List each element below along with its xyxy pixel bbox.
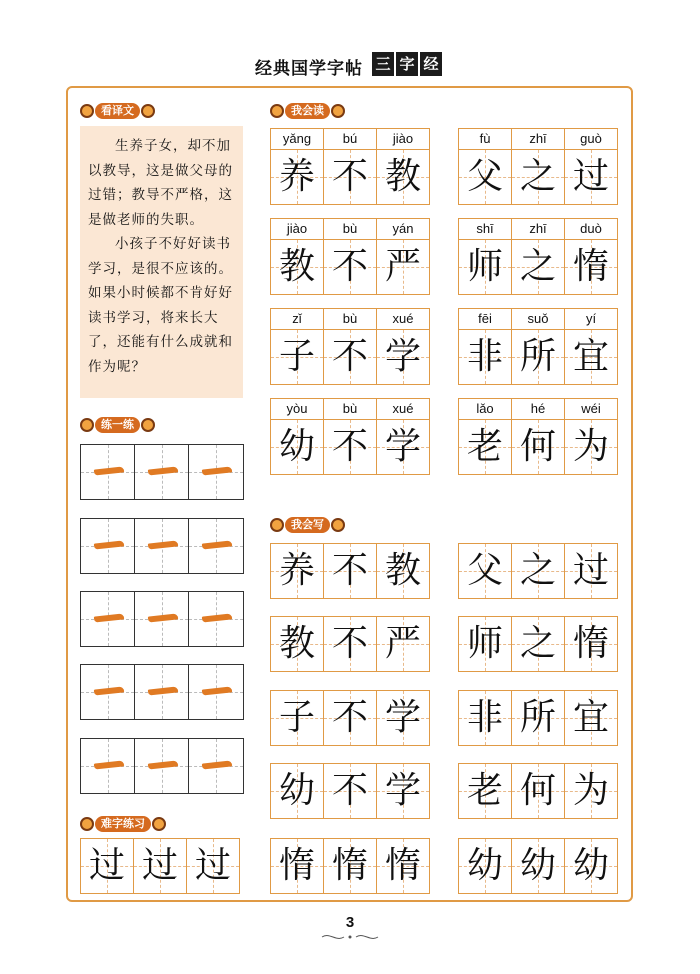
write-char-group [270, 690, 430, 746]
write-char-group [458, 616, 618, 672]
hanzi-cell [271, 544, 323, 598]
char-box [323, 218, 377, 295]
hanzi: 之 [519, 156, 556, 197]
hanzi-cell [271, 617, 323, 671]
hanzi-cell [459, 330, 511, 384]
read-char-group [270, 218, 430, 295]
hanzi: 学 [384, 336, 421, 377]
char-box[interactable] [564, 616, 618, 672]
hanzi: 过 [194, 845, 231, 886]
hanzi-cell [565, 240, 617, 294]
hanzi-cell [459, 764, 511, 818]
hanzi: 学 [384, 697, 421, 738]
char-box [564, 308, 618, 385]
write-char-group [458, 543, 618, 599]
hanzi: 之 [519, 550, 556, 591]
char-box [458, 308, 512, 385]
char-box[interactable] [564, 690, 618, 746]
hanzi-cell [459, 544, 511, 598]
pinyin: jiào [271, 219, 323, 240]
hanzi: 幼 [278, 426, 315, 467]
hanzi: 不 [331, 156, 368, 197]
practice-cell[interactable] [135, 665, 189, 719]
practice-cell[interactable] [81, 592, 135, 646]
ornament-icon [80, 418, 94, 432]
book-title: 经典国学字帖 [255, 59, 363, 79]
series-char: 字 [396, 52, 418, 76]
stroke-practice-grid [80, 738, 244, 794]
practice-cell[interactable] [135, 592, 189, 646]
hanzi-cell [377, 691, 429, 745]
hanzi-cell [377, 150, 429, 204]
hanzi-cell [565, 764, 617, 818]
badge-practice-stroke [80, 416, 155, 434]
stroke-practice-grid [80, 444, 244, 500]
hanzi: 幼 [466, 845, 503, 886]
hanzi: 师 [466, 246, 503, 287]
badge-label: 难字练习 [95, 816, 151, 832]
horizontal-stroke-icon [94, 760, 124, 769]
char-box [323, 128, 377, 205]
pinyin: duò [565, 219, 617, 240]
hanzi: 惰 [384, 845, 421, 886]
ornament-icon [141, 104, 155, 118]
badge-practice-read [270, 102, 345, 120]
hanzi-cell [271, 691, 323, 745]
series-char: 三 [372, 52, 394, 76]
hanzi-cell [459, 839, 511, 893]
hanzi-cell [324, 544, 376, 598]
hanzi: 养 [278, 550, 315, 591]
read-char-group [458, 398, 618, 475]
char-box[interactable] [133, 838, 187, 894]
hanzi: 不 [331, 550, 368, 591]
ornament-icon [331, 104, 345, 118]
hanzi: 惰 [572, 623, 609, 664]
hanzi-cell [324, 150, 376, 204]
write-char-group [270, 543, 430, 599]
hanzi-cell [377, 240, 429, 294]
horizontal-stroke-icon [148, 760, 178, 769]
pinyin: bù [324, 399, 376, 420]
char-box[interactable] [458, 763, 512, 819]
stroke-practice-grid [80, 591, 244, 647]
hanzi-cell [271, 240, 323, 294]
hanzi: 非 [466, 697, 503, 738]
char-box[interactable] [458, 616, 512, 672]
pinyin: jiào [377, 129, 429, 150]
hanzi: 之 [519, 623, 556, 664]
page-ornament-icon [320, 932, 380, 942]
char-box [564, 128, 618, 205]
hanzi: 父 [466, 156, 503, 197]
char-box [270, 308, 324, 385]
pinyin: yí [565, 309, 617, 330]
char-box [270, 218, 324, 295]
pinyin: yòu [271, 399, 323, 420]
char-box [270, 398, 324, 475]
char-box [376, 128, 430, 205]
hanzi-cell [134, 839, 186, 893]
horizontal-stroke-icon [202, 613, 232, 622]
hanzi-cell [512, 691, 564, 745]
hanzi-cell [324, 420, 376, 474]
pinyin: wéi [565, 399, 617, 420]
practice-cell[interactable] [189, 445, 243, 499]
hanzi-cell [271, 839, 323, 893]
practice-cell[interactable] [189, 739, 243, 793]
hanzi-cell [512, 764, 564, 818]
hanzi: 不 [331, 246, 368, 287]
badge-label: 练一练 [95, 417, 140, 433]
pinyin: zhī [512, 129, 564, 150]
hanzi: 惰 [278, 845, 315, 886]
hanzi: 教 [384, 156, 421, 197]
badge-read-translation [80, 102, 155, 120]
hanzi: 教 [278, 246, 315, 287]
hanzi-cell [324, 839, 376, 893]
char-box [511, 218, 565, 295]
hanzi: 父 [466, 550, 503, 591]
char-box[interactable] [270, 763, 324, 819]
char-box[interactable] [458, 543, 512, 599]
hanzi: 之 [519, 246, 556, 287]
hanzi-cell [377, 420, 429, 474]
char-box[interactable] [270, 690, 324, 746]
char-box[interactable] [80, 838, 134, 894]
horizontal-stroke-icon [202, 686, 232, 695]
char-box[interactable] [376, 763, 430, 819]
stroke-practice-grid [80, 664, 244, 720]
char-box[interactable] [323, 616, 377, 672]
hanzi-cell [459, 150, 511, 204]
char-box[interactable] [564, 543, 618, 599]
hanzi: 严 [384, 246, 421, 287]
char-box [323, 398, 377, 475]
hanzi-cell [459, 420, 511, 474]
hanzi-cell [324, 240, 376, 294]
pinyin: xué [377, 309, 429, 330]
hanzi: 不 [331, 697, 368, 738]
char-box [511, 398, 565, 475]
pinyin: bú [324, 129, 376, 150]
hanzi: 何 [519, 426, 556, 467]
horizontal-stroke-icon [94, 613, 124, 622]
page-number: 3 [345, 914, 355, 931]
hanzi-cell [565, 150, 617, 204]
horizontal-stroke-icon [94, 466, 124, 475]
char-box[interactable] [511, 543, 565, 599]
practice-cell[interactable] [81, 665, 135, 719]
hanzi: 幼 [572, 845, 609, 886]
char-box [564, 398, 618, 475]
hanzi-cell [377, 330, 429, 384]
pinyin: shī [459, 219, 511, 240]
hanzi: 为 [572, 426, 609, 467]
practice-cell[interactable] [81, 739, 135, 793]
write-char-group [458, 763, 618, 819]
hanzi-cell [377, 764, 429, 818]
series-title [372, 52, 442, 76]
hanzi: 子 [278, 697, 315, 738]
hanzi-cell [565, 839, 617, 893]
pinyin: yǎng [271, 129, 323, 150]
stroke-practice-grid [80, 518, 244, 574]
hanzi-cell [377, 617, 429, 671]
hard-char-group [458, 838, 618, 894]
pinyin: xué [377, 399, 429, 420]
char-box [376, 218, 430, 295]
horizontal-stroke-icon [202, 760, 232, 769]
practice-cell[interactable] [189, 592, 243, 646]
hanzi: 宜 [572, 697, 609, 738]
hanzi-cell [512, 617, 564, 671]
hanzi-cell [377, 839, 429, 893]
hanzi-cell [512, 839, 564, 893]
char-box[interactable] [270, 543, 324, 599]
hanzi-cell [512, 330, 564, 384]
read-char-group [270, 398, 430, 475]
translation-paragraph: 小孩子不好好读书学习，是很不应该的。如果小时候都不肯好好读书学习，将来长大了，还能有什么成就和作为呢？ [88, 236, 233, 375]
pinyin: lǎo [459, 399, 511, 420]
char-box[interactable] [511, 616, 565, 672]
ornament-icon [331, 518, 345, 532]
char-box[interactable] [376, 838, 430, 894]
char-box [511, 308, 565, 385]
write-char-group [270, 616, 430, 672]
badge-practice-write [270, 516, 345, 534]
hanzi: 不 [331, 623, 368, 664]
pinyin: zhī [512, 219, 564, 240]
ornament-icon [141, 418, 155, 432]
translation-paragraph: 生养子女，却不加以教导，这是做父母的过错；教导不严格，这是做老师的失职。 [88, 138, 233, 228]
char-box[interactable] [376, 543, 430, 599]
pinyin: fēi [459, 309, 511, 330]
pinyin: fù [459, 129, 511, 150]
char-box [376, 308, 430, 385]
hanzi-cell [565, 544, 617, 598]
practice-cell[interactable] [189, 665, 243, 719]
practice-cell[interactable] [135, 739, 189, 793]
practice-cell[interactable] [81, 445, 135, 499]
pinyin: bù [324, 219, 376, 240]
hanzi-cell [324, 617, 376, 671]
hard-char-group [270, 838, 430, 894]
char-box[interactable] [511, 838, 565, 894]
read-char-group [458, 308, 618, 385]
char-box [458, 398, 512, 475]
hanzi-cell [271, 330, 323, 384]
practice-cell[interactable] [135, 519, 189, 573]
hanzi-cell [512, 420, 564, 474]
hanzi: 过 [88, 845, 125, 886]
char-box[interactable] [323, 690, 377, 746]
read-char-group [458, 128, 618, 205]
hanzi-cell [565, 420, 617, 474]
page-header [0, 52, 700, 78]
hanzi-cell [459, 691, 511, 745]
hanzi: 老 [466, 426, 503, 467]
badge-label: 我会读 [285, 103, 330, 119]
hanzi: 学 [384, 770, 421, 811]
read-char-group [458, 218, 618, 295]
hanzi: 非 [466, 336, 503, 377]
pinyin: suǒ [512, 309, 564, 330]
hanzi: 所 [519, 697, 556, 738]
horizontal-stroke-icon [148, 540, 178, 549]
char-box [323, 308, 377, 385]
char-box [564, 218, 618, 295]
char-box[interactable] [270, 838, 324, 894]
hanzi: 教 [384, 550, 421, 591]
ornament-icon [80, 104, 94, 118]
ornament-icon [152, 817, 166, 831]
hanzi: 不 [331, 336, 368, 377]
char-box[interactable] [323, 838, 377, 894]
hanzi: 过 [572, 156, 609, 197]
write-char-group [270, 763, 430, 819]
hanzi: 老 [466, 770, 503, 811]
hanzi: 所 [519, 336, 556, 377]
hanzi-cell [377, 544, 429, 598]
char-box [458, 218, 512, 295]
char-box[interactable] [323, 543, 377, 599]
horizontal-stroke-icon [94, 540, 124, 549]
hanzi: 教 [278, 623, 315, 664]
hanzi-cell [271, 150, 323, 204]
practice-cell[interactable] [189, 519, 243, 573]
hanzi-cell [187, 839, 239, 893]
practice-cell[interactable] [81, 519, 135, 573]
hanzi-cell [565, 691, 617, 745]
hard-char-group [80, 838, 240, 894]
hanzi: 宜 [572, 336, 609, 377]
hanzi-cell [459, 240, 511, 294]
char-box[interactable] [270, 616, 324, 672]
hanzi-cell [81, 839, 133, 893]
hanzi: 惰 [572, 246, 609, 287]
hanzi: 不 [331, 770, 368, 811]
pinyin: hé [512, 399, 564, 420]
badge-label: 我会写 [285, 517, 330, 533]
ornament-icon [80, 817, 94, 831]
char-box[interactable] [511, 763, 565, 819]
hanzi-cell [271, 764, 323, 818]
hanzi: 何 [519, 770, 556, 811]
hanzi: 养 [278, 156, 315, 197]
char-box[interactable] [376, 690, 430, 746]
char-box[interactable] [564, 838, 618, 894]
char-box[interactable] [511, 690, 565, 746]
ornament-icon [270, 518, 284, 532]
char-box [376, 398, 430, 475]
hanzi-cell [565, 617, 617, 671]
hanzi: 惰 [331, 845, 368, 886]
hanzi-cell [512, 544, 564, 598]
translation-panel [80, 126, 243, 398]
horizontal-stroke-icon [148, 613, 178, 622]
series-char: 经 [420, 52, 442, 76]
char-box [270, 128, 324, 205]
hanzi: 不 [331, 426, 368, 467]
hanzi: 幼 [519, 845, 556, 886]
char-box[interactable] [564, 763, 618, 819]
write-char-group [458, 690, 618, 746]
ornament-icon [270, 104, 284, 118]
horizontal-stroke-icon [202, 466, 232, 475]
practice-cell[interactable] [135, 445, 189, 499]
hanzi-cell [324, 691, 376, 745]
hanzi-cell [324, 764, 376, 818]
pinyin: guò [565, 129, 617, 150]
horizontal-stroke-icon [202, 540, 232, 549]
char-box[interactable] [376, 616, 430, 672]
char-box [458, 128, 512, 205]
char-box[interactable] [323, 763, 377, 819]
pinyin: yán [377, 219, 429, 240]
hanzi-cell [459, 617, 511, 671]
pinyin: zǐ [271, 309, 323, 330]
hanzi-cell [324, 330, 376, 384]
hanzi-cell [565, 330, 617, 384]
hanzi: 严 [384, 623, 421, 664]
hanzi: 师 [466, 623, 503, 664]
hanzi: 幼 [278, 770, 315, 811]
hanzi-cell [271, 420, 323, 474]
char-box[interactable] [458, 838, 512, 894]
hanzi: 为 [572, 770, 609, 811]
hanzi: 过 [141, 845, 178, 886]
hanzi: 学 [384, 426, 421, 467]
hanzi-cell [512, 240, 564, 294]
hanzi-cell [512, 150, 564, 204]
horizontal-stroke-icon [94, 686, 124, 695]
char-box [511, 128, 565, 205]
hanzi: 过 [572, 550, 609, 591]
badge-label: 看译文 [95, 103, 140, 119]
horizontal-stroke-icon [148, 686, 178, 695]
char-box[interactable] [186, 838, 240, 894]
badge-hard-char [80, 815, 166, 833]
pinyin: bù [324, 309, 376, 330]
read-char-group [270, 128, 430, 205]
horizontal-stroke-icon [148, 466, 178, 475]
read-char-group [270, 308, 430, 385]
hanzi: 子 [278, 336, 315, 377]
char-box[interactable] [458, 690, 512, 746]
